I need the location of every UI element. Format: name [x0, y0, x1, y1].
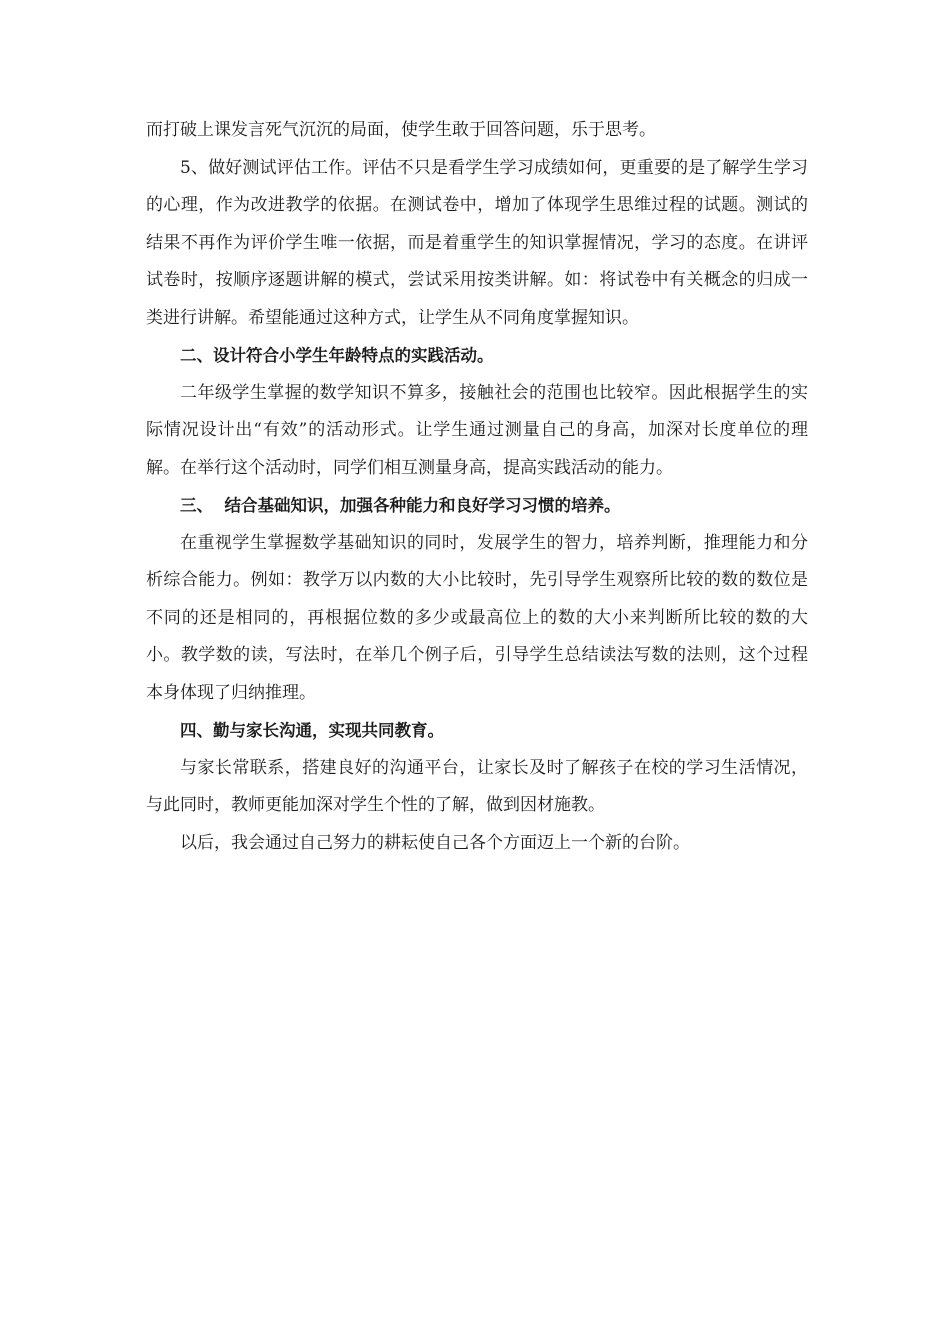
paragraph-continued: 而打破上课发言死气沉沉的局面，使学生敢于回答问题，乐于思考。 — [146, 120, 656, 140]
section-heading-4: 四、勤与家长沟通，实现共同教育。 — [180, 721, 444, 740]
document-body — [146, 112, 808, 862]
paragraph-basic-knowledge: 在重视学生掌握数学基础知识的同时，发展学生的智力，培养判断，推理能力和分析综合能力。例如：教学万以内数的大小比较时，先引导学生观察所比较的数的数位是不同的还是相同的，再根据位数的多少或最高位上的数的大小来判断所比较的数的大小。教学数的读，写法时，在举几个例子后，引导学生总结读法写数的法则，这个过程本身体现了归纳推理。 — [146, 532, 808, 703]
paragraph-parent-communication: 与家长常联系，搭建良好的沟通平台，让家长及时了解孩子在校的学习生活情况，与此同时，教师更能加深对学生个性的了解，做到因材施教。 — [146, 757, 808, 815]
paragraph-testing-evaluation: 5、做好测试评估工作。评估不只是看学生学习成绩如何，更重要的是了解学生学习的心理，作为改进教学的依据。在测试卷中，增加了体现学生思维过程的试题。测试的结果不再作为评价学生唯一依据，而是着重学生的知识掌握情况，学习的态度。在讲评试卷时，按顺序逐题讲解的模式，尝试采用按类讲解。如：将试卷中有关概念的归成一类进行讲解。希望能通过这种方式，让学生从不同角度掌握知识。 — [146, 157, 808, 328]
paragraph-practice-activity: 二年级学生掌握的数学知识不算多，接触社会的范围也比较窄。因此根据学生的实际情况设计出“有效”的活动形式。让学生通过测量自己的身高，加深对长度单位的理解。在举行这个活动时，同学们相互测量身高，提高实践活动的能力。 — [146, 382, 808, 478]
section-heading-3: 三、 结合基础知识，加强各种能力和良好学习习惯的培养。 — [180, 496, 621, 515]
paragraph-closing: 以后，我会通过自己努力的耕耘使自己各个方面迈上一个新的台阶。 — [180, 832, 690, 853]
section-heading-2: 二、设计符合小学生年龄特点的实践活动。 — [180, 346, 494, 365]
